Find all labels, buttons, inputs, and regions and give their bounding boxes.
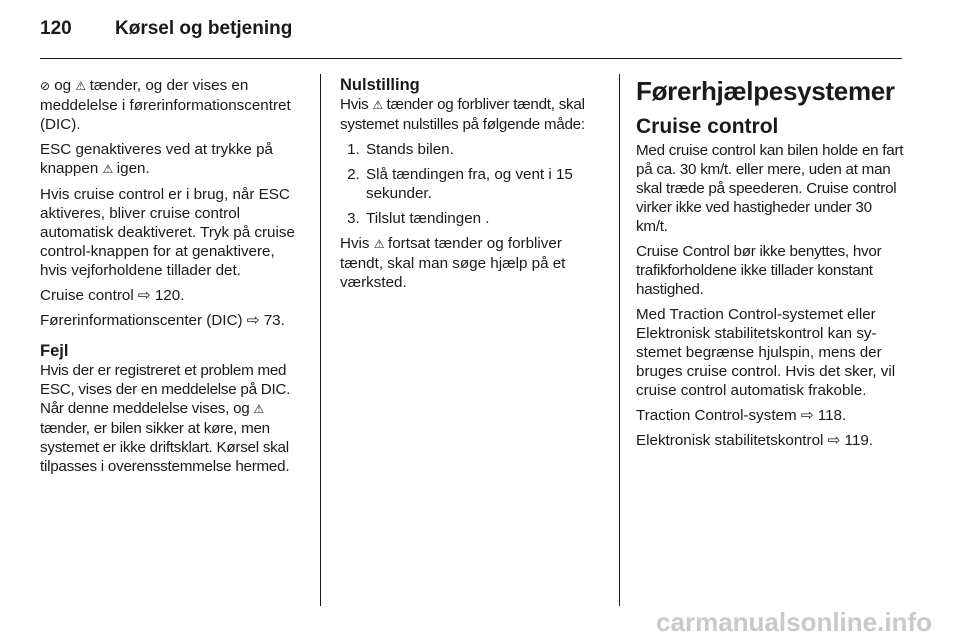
column-3 (636, 76, 904, 456)
chapter-title: Kørsel og betjening (115, 18, 293, 39)
cross-reference-link[interactable]: Førerinformationscenter (DIC) ⇨ 73. (40, 312, 285, 329)
cross-reference-link[interactable]: Traction Control-system ⇨ 118. (636, 407, 847, 424)
column-2 (340, 76, 606, 298)
paragraph: ESC genaktiveres ved at trykke på knappen ⚠ igen. (40, 141, 273, 177)
list-item: 3. Tilslut tændingen . (364, 209, 606, 228)
esc-off-icon: ⊘ (40, 79, 51, 93)
esc-indicator-icon: ⚠ (373, 237, 385, 251)
paragraph: ⊘ og ⚠ tænder, og der vises en meddelelse i førerinformationscentret (DIC). (40, 77, 291, 133)
paragraph: Cruise Control bør ikke benyttes, hvor trafikforholdene ikke tillader konstant hastighed. (636, 243, 882, 298)
paragraph: Hvis der er registreret et problem med ESC, vises der en meddelelse på DIC. Når denne meddelelse vises, og ⚠ tænder, er bilen sikker at køre, men systemet er ikke driftsklart. Kørsel skal tilpasses i overensstemmelse hermed. (40, 362, 291, 475)
esc-indicator-icon: ⚠ (372, 98, 384, 112)
warning-icon: ⚠ (75, 79, 87, 93)
page-number: 120 (40, 18, 72, 39)
section-heading: Nulstilling (340, 76, 420, 94)
column-divider-2 (619, 74, 620, 606)
cross-reference-link[interactable]: Elektronisk stabilitetskontrol ⇨ 119. (636, 432, 873, 449)
list-item: 2. Slå tændingen fra, og vent i 15 sekunder. (364, 165, 606, 203)
list-item: 1. Stands bilen. (364, 140, 606, 159)
paragraph: Med cruise control kan bilen holde en fart på ca. 30 km/t. eller mere, uden at man skal træde på speederen. Cruise control virker ikke ved hastigheder under 30 km/t. (636, 142, 904, 235)
page-header (40, 18, 292, 48)
esc-indicator-icon: ⚠ (102, 162, 114, 176)
column-1 (40, 76, 304, 482)
paragraph: Hvis ⚠ tænder og forbliver tændt, skal systemet nulstilles på følgende måde: (340, 96, 585, 133)
main-heading: Førerhjælpesystemer (636, 76, 895, 106)
section-heading: Fejl (40, 342, 69, 360)
paragraph: Med Traction Control-systemet eller Elektronisk stabilitetskontrol kan sy-stemet begrænse hjulspin, mens der bruges cruise control. Hvis det sker, vil cruise control automatisk frakoble. (636, 306, 896, 399)
column-divider-1 (320, 74, 321, 606)
watermark: carmanualsonline.info (656, 607, 932, 637)
cross-reference-link[interactable]: Cruise control ⇨ 120. (40, 287, 185, 304)
paragraph: Hvis cruise control er i brug, når ESC aktiveres, bliver cruise control automatisk deaktiveret. Tryk på cruise control-knappen for at genaktivere, hvis vejforholdene tillader det. (40, 186, 295, 279)
steps-list (340, 140, 606, 228)
header-rule (40, 58, 902, 59)
paragraph: Hvis ⚠ fortsat tænder og forbliver tændt, skal man søge hjælp på et værksted. (340, 235, 566, 291)
sub-heading: Cruise control (636, 115, 779, 138)
esc-indicator-icon: ⚠ (253, 402, 264, 416)
